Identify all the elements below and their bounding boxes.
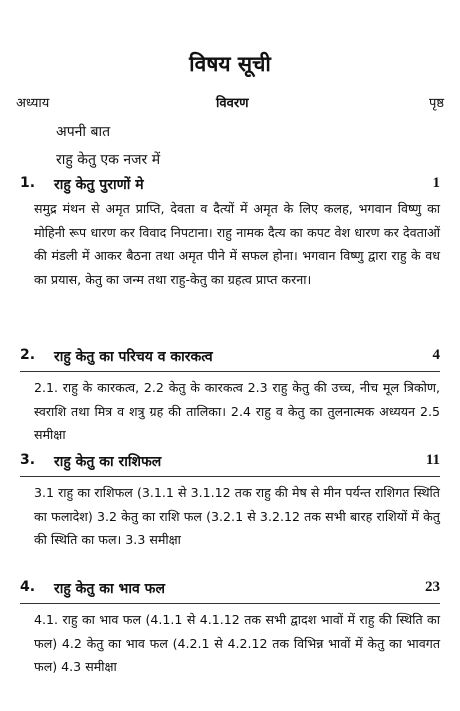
preface-entry: अपनी बात xyxy=(56,124,111,140)
chapter-page-number: 23 xyxy=(425,579,440,595)
chapter-title: राहु केतु का परिचय व कारकत्व xyxy=(54,349,213,365)
chapter-title: राहु केतु का राशिफल xyxy=(54,454,162,470)
chapter-description: 3.1 राहु का राशिफल (3.1.1 से 3.1.12 तक राहु की मेष से मीन पर्यन्त राशिगत स्थिति का फलादेश) 3.2 केतु का राशि फल (3.2.1 से 3.2.12 तक सभी बारह राशियों में केतु की स्थिति का फल। 3.3 समीक्षा xyxy=(34,485,440,547)
chapter-heading xyxy=(20,452,440,474)
chapter-description: 2.1. राहु के कारकत्व, 2.2 केतु के कारकत्व 2.3 राहु केतु की उच्च, नीच मूल त्रिकोण, स्वराशि तथा मित्र व शत्रु ग्रह की तालिका। 2.4 राहु व केतु का तुलनात्मक अध्ययन 2.5 समीक्षा xyxy=(34,380,440,442)
page-title: विषय सूची xyxy=(189,52,271,76)
column-header-page: पृष्ठ xyxy=(428,96,444,111)
chapter-entry xyxy=(20,579,440,679)
chapter-description: 4.1. राहु का भाव फल (4.1.1 से 4.1.12 तक सभी द्वादश भावों में राहु की स्थिति का फल) 4.2 केतु का भाव फल (4.2.1 से 4.2.12 तक विभिन्न भावों में केतु का भावगत फल) 4.3 समीक्षा xyxy=(34,612,440,674)
preface-entry: राहु केतु एक नजर में xyxy=(56,152,161,168)
chapter-number: 3. xyxy=(20,452,36,468)
column-header-description: विवरण xyxy=(216,96,249,111)
column-header-chapter: अध्याय xyxy=(16,96,50,111)
chapter-entry xyxy=(20,452,440,552)
chapter-heading xyxy=(20,347,440,369)
chapter-number: 4. xyxy=(20,579,36,595)
chapter-heading xyxy=(20,175,440,197)
chapter-divider xyxy=(20,603,440,604)
chapter-number: 2. xyxy=(20,347,36,363)
chapter-entry xyxy=(20,175,440,291)
chapter-title: राहु केतु पुराणों मे xyxy=(54,177,144,193)
chapter-divider xyxy=(20,476,440,477)
chapter-divider xyxy=(20,371,440,372)
chapter-page-number: 1 xyxy=(432,175,440,191)
chapter-page-number: 4 xyxy=(432,347,440,363)
chapter-number: 1. xyxy=(20,175,36,191)
chapter-title: राहु केतु का भाव फल xyxy=(54,581,165,597)
chapter-description: समुद्र मंथन से अमृत प्राप्ति, देवता व दैत्यों में अमृत के लिए कलह, भगवान विष्णु का मोहिनी रूप धारण कर विवाद निपटाना। राहु नामक दैत्य का कपट वेश धारण कर देवताओं की मंडली में आकर बैठना तथा अमृत पीने में सफल होना। भगवान विष्णु द्वारा राहु के वध का प्रयास, केतु का जन्म तथा राहु-केतु का ग्रहत्व प्राप्त करना। xyxy=(34,201,440,287)
chapter-page-number: 11 xyxy=(425,452,440,468)
chapter-heading xyxy=(20,579,440,601)
column-header-row xyxy=(16,93,444,113)
chapter-entry xyxy=(20,347,440,447)
